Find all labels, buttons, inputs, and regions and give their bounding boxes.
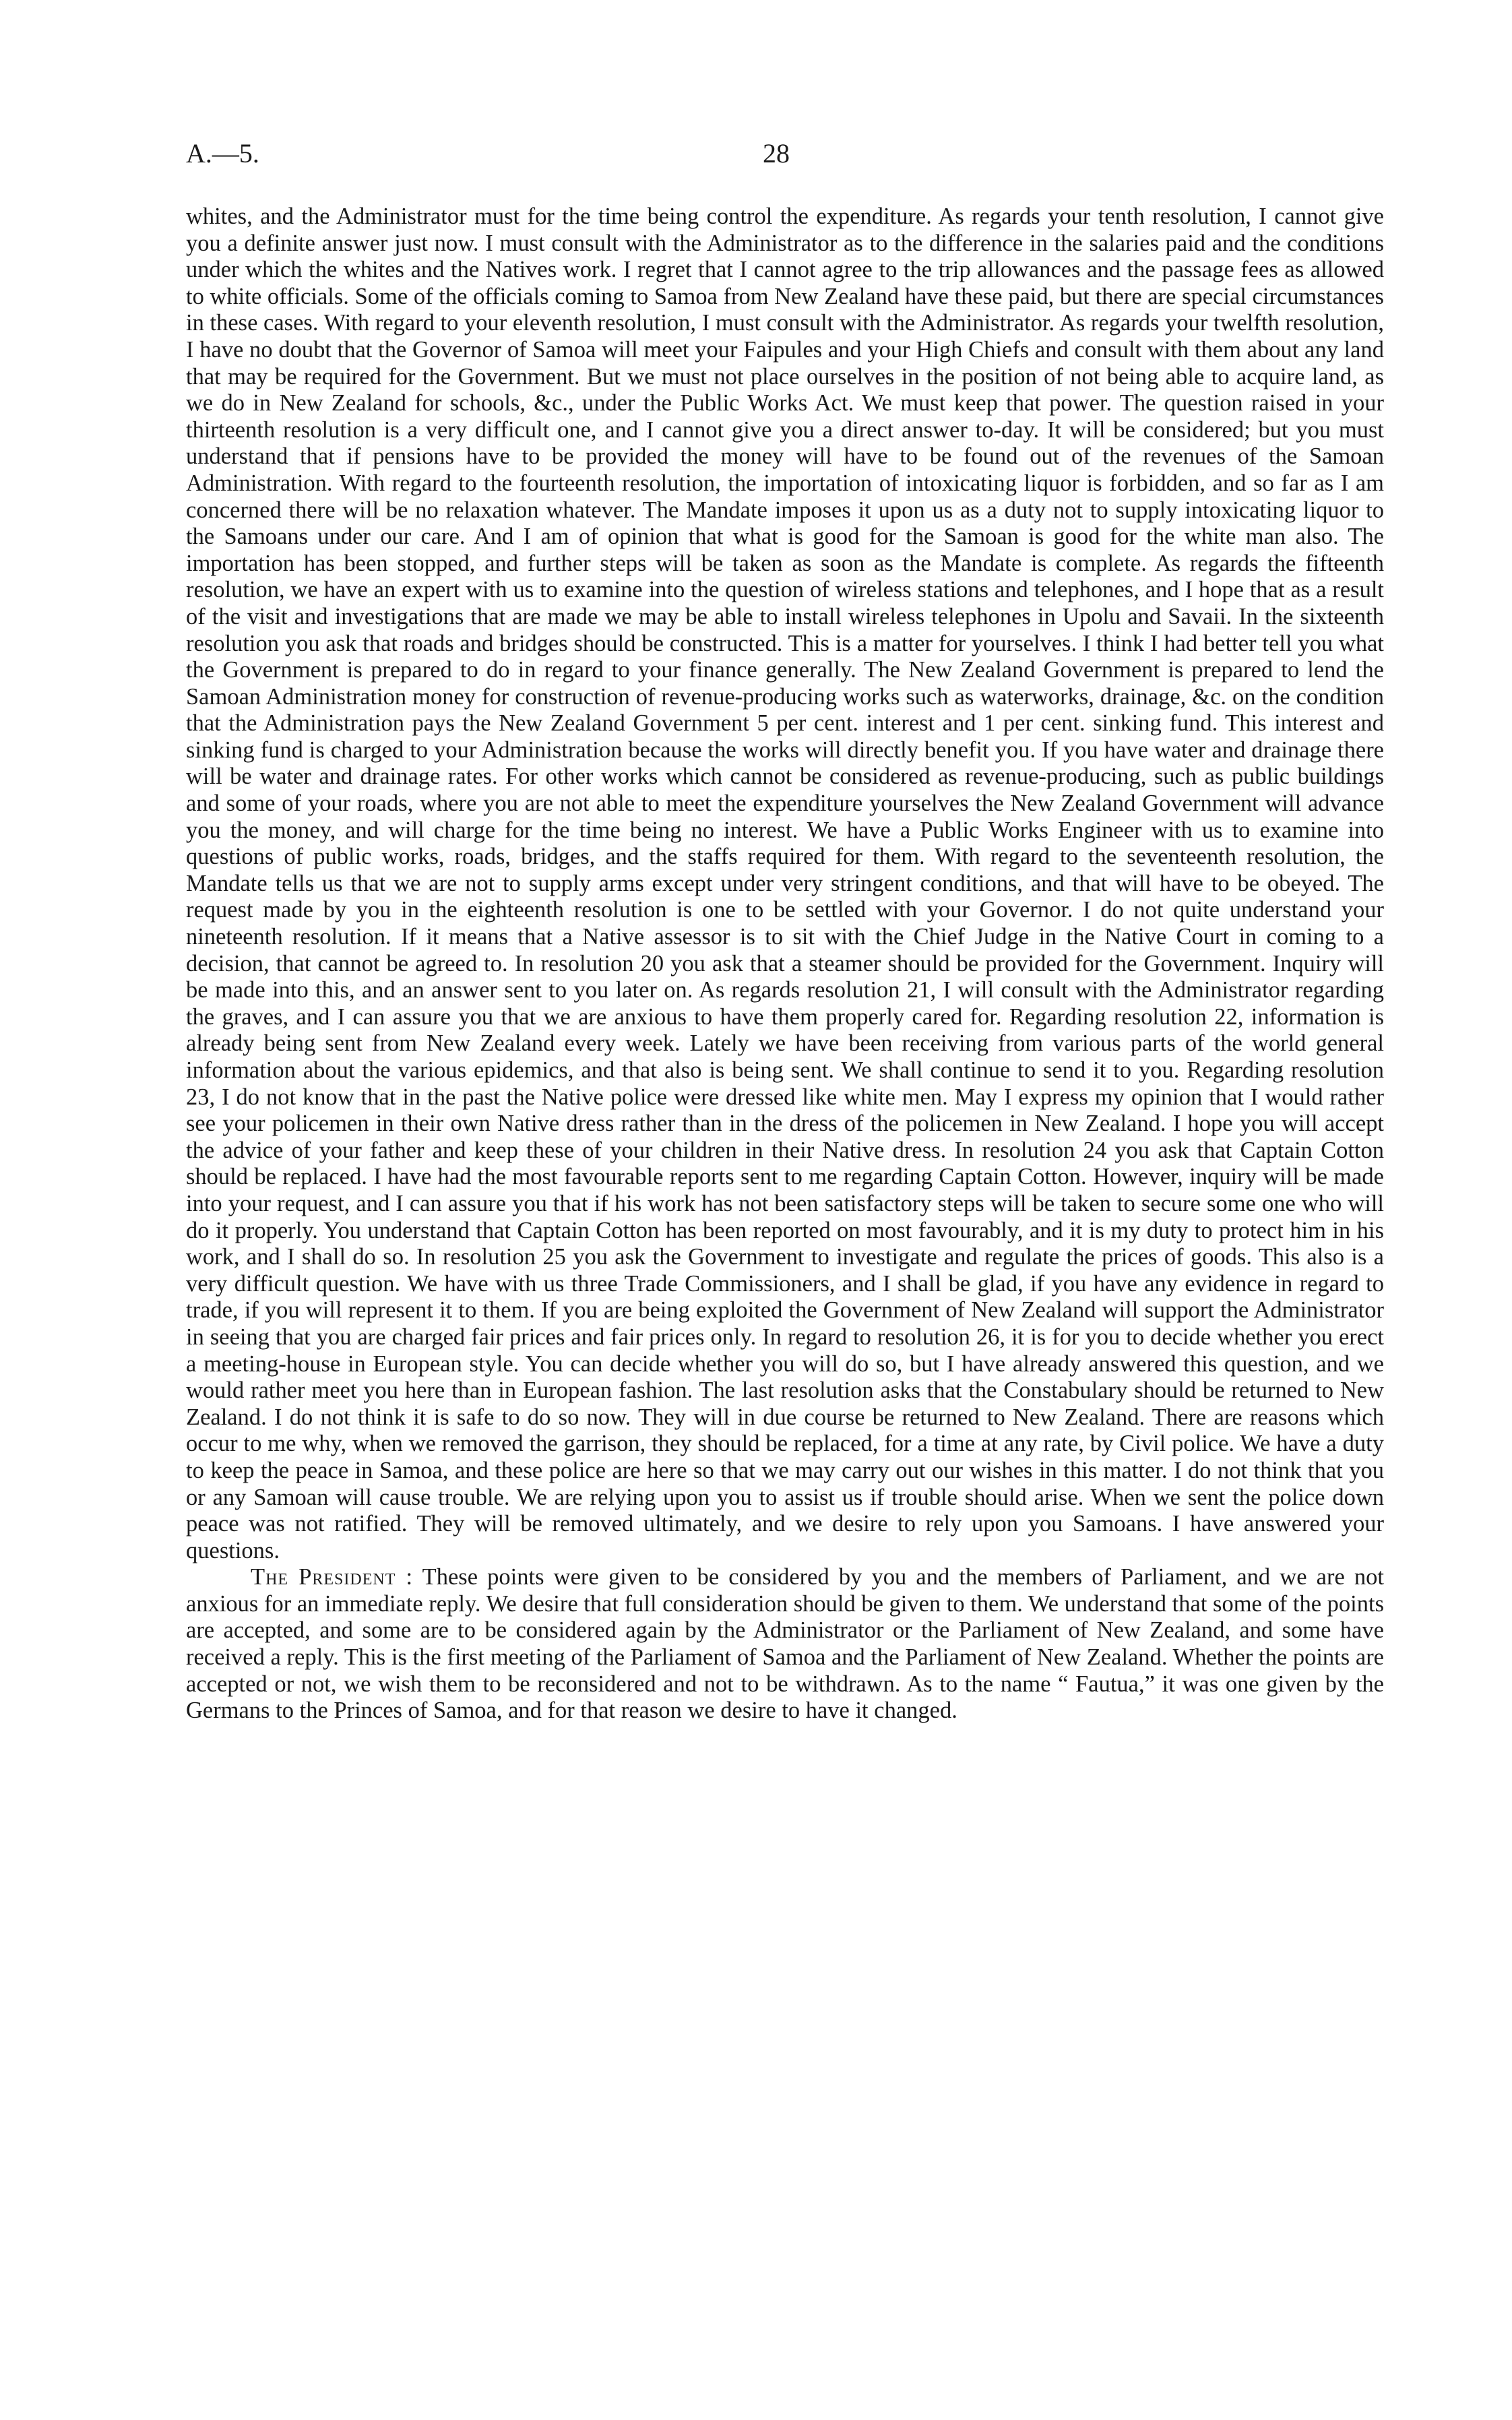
body-text: [186, 204, 1384, 1725]
paragraph-text: whites, and the Administrator must for the time being control the expenditure. As regards your tenth resolution, I cannot give you a definite answer just now. I must consult with the Administrator as to the difference in the salaries paid and the conditions under which the whites and the Natives work. I regret that I cannot agree to the trip allowances and the passage fees as allowed to white officials. Some of the officials coming to Samoa from New Zealand have these paid, but there are special circumstances in these cases. With regard to your eleventh resolution, I must consult with the Administrator. As regards your twelfth resolution, I have no doubt that the Governor of Samoa will meet your Faipules and your High Chiefs and consult with them about any land that may be required for the Government. But we must not place ourselves in the position of not being able to acquire land, as we do in New Zealand for schools, &c., under the Public Works Act. We must keep that power. The question raised in your thirteenth resolution is a very difficult one, and I cannot give you a direct answer to-day. It will be considered; but you must understand that if pensions have to be provided the money will have to be found out of the revenues of the Samoan Administration. With regard to the fourteenth resolution, the importation of intoxicating liquor is forbidden, and so far as I am concerned there will be no relaxation whatever. The Mandate imposes it upon us as a duty not to supply intoxicating liquor to the Samoans under our care. And I am of opinion that what is good for the Samoan is good for the white man also. The importation has been stopped, and further steps will be taken as soon as the Mandate is complete. As regards the fifteenth resolution, we have an expert with us to examine into the question of wireless stations and telephones, and I hope that as a result of the visit and investigations that are made we may be able to install wireless telephones in Upolu and Savaii. In the sixteenth resolution you ask that roads and bridges should be constructed. This is a matter for yourselves. I think I had better tell you what the Government is prepared to do in regard to your finance generally. The New Zealand Government is prepared to lend the Samoan Administration money for construction of revenue-producing works such as waterworks, drainage, &c. on the condition that the Administration pays the New Zealand Government 5 per cent. interest and 1 per cent. sinking fund. This interest and sinking fund is charged to your Administration because the works will directly benefit you. If you have water and drainage there will be water and drainage rates. For other works which cannot be considered as revenue-producing, such as public buildings and some of your roads, where you are not able to meet the expenditure yourselves the New Zealand Government will advance you the money, and will charge for the time being no interest. We have a Public Works Engineer with us to examine into questions of public works, roads, bridges, and the staffs required for them. With regard to the seventeenth resolution, the Mandate tells us that we are not to supply arms except under very stringent conditions, and that will have to be obeyed. The request made by you in the eighteenth resolution is one to be settled with your Governor. I do not quite understand your nineteenth resolution. If it means that a Native assessor is to sit with the Chief Judge in the Native Court in coming to a decision, that cannot be agreed to. In resolution 20 you ask that a steamer should be provided for the Government. Inquiry will be made into this, and an answer sent to you later on. As regards resolution 21, I will consult with the Administrator regarding the graves, and I can assure you that we are anxious to have them properly cared for. Regarding resolution 22, information is already being sent from New Zealand every week. Lately we have been receiving from various parts of the world general information about the various epidemics, and that also is being sent. We shall continue to send it to you. Regarding resolution 23, I do not know that in the past the Native police were dressed like white men. May I express my opinion that I would rather see your policemen in their own Native dress rather than in the dress of the policemen in New Zealand. I hope you will accept the advice of your father and keep these of your children in their Native dress. In resolution 24 you ask that Captain Cotton should be replaced. I have had the most favourable reports sent to me regarding Captain Cotton. However, inquiry will be made into your request, and I can assure you that if his work has not been satisfactory steps will be taken to secure some one who will do it properly. You understand that Captain Cotton has been reported on most favourably, and it is my duty to protect him in his work, and I shall do so. In resolution 25 you ask the Government to investigate and regulate the prices of goods. This also is a very difficult question. We have with us three Trade Commissioners, and I shall be glad, if you have any evidence in regard to trade, if you will represent it to them. If you are being exploited the Government of New Zealand will support the Administrator in seeing that you are charged fair prices and fair prices only. In regard to resolution 26, it is for you to decide whether you erect a meeting-house in European style. You can decide whether you will do so, but I have already answered this question, and we would rather meet you here than in European fashion. The last resolution asks that the Constabulary should be returned to New Zealand. I do not think it is safe to do so now. They will in due course be returned to New Zealand. There are reasons which occur to me why, when we removed the garrison, they should be replaced, for a time at any rate, by Civil police. We have a duty to keep the peace in Samoa, and these police are here so that we may carry out our wishes in this matter. I do not think that you or any Samoan will cause trouble. We are relying upon you to assist us if trouble should arise. When we sent the police down peace was not ratified. They will be removed ultimately, and we desire to rely upon you Samoans. I have answered your questions.: [186, 204, 1384, 1563]
document-reference: A.—5.: [186, 138, 259, 168]
page-header: [186, 133, 1399, 174]
page-number: 28: [763, 138, 790, 168]
speaker-label: The President :: [251, 1564, 414, 1590]
paragraph-text: These points were given to be considered by you and the members of Parliament, and we are not anxious for an immediate reply. We desire that full consideration should be given to them. We understand that some of the points are accepted, and some are to be considered again by the Administrator or the Parliament of New Zealand, and some have received a reply. This is the first meeting of the Parliament of Samoa and the Parliament of New Zealand. Whether the points are accepted or not, we wish them to be reconsidered and not to be withdrawn. As to the name “ Fautua,” it was one given by the Germans to the Princes of Samoa, and for that reason we desire to have it changed.: [186, 1564, 1384, 1724]
paragraph-minister-reply: [186, 204, 1384, 1564]
paragraph-president-reply: [186, 1564, 1384, 1725]
